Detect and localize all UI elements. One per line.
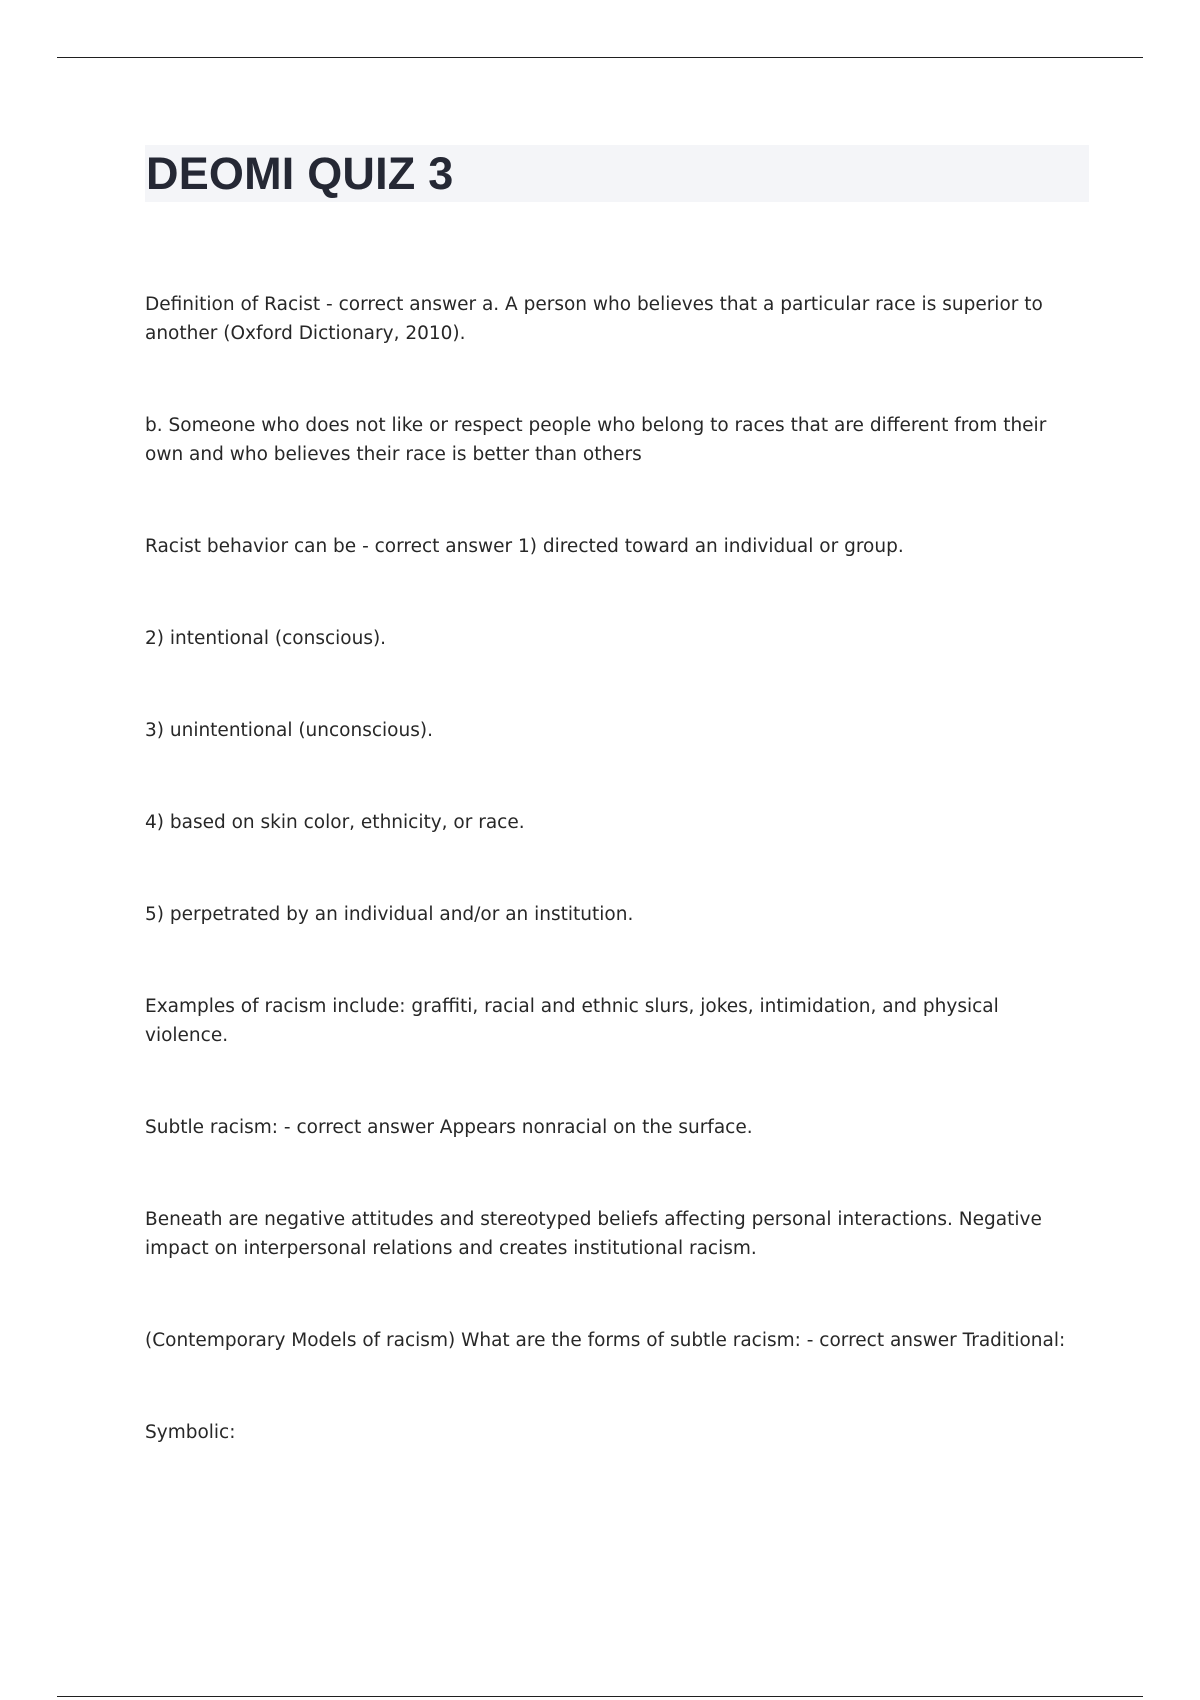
subtle-racism-detail: Beneath are negative attitudes and stereotyped beliefs affecting personal interactions. Negative impact on interpersonal relations and creates institutional racism. [145,1209,1042,1259]
racist-behavior-item-1: Racist behavior can be - correct answer 1) directed toward an individual or group. [145,536,904,557]
footer-rule [57,1696,1143,1697]
symbolic-racism-label: Symbolic: [145,1422,236,1443]
racist-behavior-item-4: 4) based on skin color, ethnicity, or race. [145,812,525,833]
document-title: DEOMI QUIZ 3 [146,148,454,199]
subtle-racism-forms-question: (Contemporary Models of racism) What are the forms of subtle racism: - correct answer Traditional: [145,1330,1066,1351]
racist-behavior-item-2: 2) intentional (conscious). [145,628,387,649]
racist-behavior-item-5: 5) perpetrated by an individual and/or an institution. [145,904,634,925]
definition-racist-answer-b: b. Someone who does not like or respect people who belong to races that are different from their own and who believes their race is better than others [145,415,1047,465]
header-rule [57,57,1143,58]
document-body [145,290,1075,1510]
subtle-racism-answer: Subtle racism: - correct answer Appears nonracial on the surface. [145,1117,753,1138]
racist-behavior-item-3: 3) unintentional (unconscious). [145,720,433,741]
definition-racist-answer-a: Definition of Racist - correct answer a. A person who believes that a particular race is superior to another (Oxford Dictionary, 2010). [145,294,1043,344]
racism-examples: Examples of racism include: graffiti, racial and ethnic slurs, jokes, intimidation, and physical violence. [145,996,999,1046]
